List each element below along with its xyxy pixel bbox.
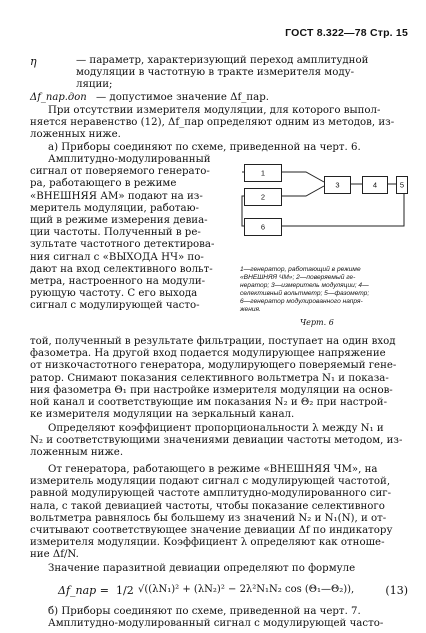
page-header: ГОСТ 8.322—78 Стр. 15 — [285, 27, 408, 39]
text-line: метра, настроенного на модули- — [30, 276, 206, 288]
diagram-box-label: 6 — [260, 222, 266, 232]
figure-label: Черт. 6 — [300, 318, 334, 327]
connector-line — [280, 186, 324, 196]
diagram-box-4 — [362, 176, 388, 194]
formula-13 — [58, 582, 408, 602]
text-line: дают на вход селективного вольт- — [30, 263, 213, 275]
definition-line: ляции; — [76, 79, 113, 91]
definition-line: модуляции в частотную в тракте измерителя моду- — [76, 67, 355, 79]
text-line: измерителя модуляции. Коэффициент λ определяют как отноше- — [30, 537, 385, 549]
diagram-box-label: 4 — [372, 180, 378, 190]
block-diagram — [238, 160, 408, 256]
diagram-box-label: 2 — [260, 192, 266, 202]
text-line: ратор. Снимают показания селективного вольтметра N₁ и показа- — [30, 372, 389, 384]
caption-line: селективный вольтметр; 5—фазометр; — [240, 290, 370, 297]
text-line: Амплитудно-модулированный — [48, 154, 211, 165]
text-line: ра, работающего в режиме — [30, 178, 177, 190]
text-line: Определяют коэффициент пропорциональности λ между N₁ и — [48, 423, 384, 434]
text-line: От генератора, работающего в режиме «ВНЕШНЯЯ ЧМ», на — [48, 464, 378, 475]
text-line: зультате частотного детектирова- — [30, 239, 215, 251]
text-line: той, полученный в результате фильтрации, поступает на один вход — [30, 336, 396, 347]
text-line: от низкочастотного генератора, модулирующего поверяемый гене- — [30, 360, 397, 372]
diagram-box-label: 3 — [335, 180, 340, 190]
caption-line: 6—генератор модулированного напря- — [240, 298, 363, 305]
formula-coef: 1/2 — [116, 584, 134, 597]
text-line: нала, с такой девиацией частоты, чтобы показание селективного — [30, 500, 385, 512]
caption-line: 1—генератор, работающий в режиме — [240, 266, 361, 273]
diagram-box-1 — [244, 164, 282, 182]
text-line: щий в режиме измерения девиа- — [30, 215, 208, 227]
text-line: ние Δf/N. — [30, 549, 79, 561]
definition-symbol-df: Δf_пар.доп — [30, 92, 87, 103]
definition-line: — параметр, характеризующий переход амплитудной — [76, 55, 369, 66]
text-line: сигнал с модулирующей часто- — [30, 300, 200, 312]
diagram-box-label: 5 — [399, 180, 405, 190]
text-line: При отсутствии измерителя модуляции, для которого выпол- — [48, 105, 381, 116]
diagram-box-2 — [244, 188, 282, 206]
figure-caption — [240, 266, 410, 314]
text-line: сигнал от поверяемого генерато- — [30, 166, 210, 178]
formula-intro: Значение паразитной девиации определяют по формуле — [48, 563, 356, 574]
left-column-text — [30, 154, 230, 313]
text-line: «ВНЕШНЯЯ АМ» подают на из- — [30, 190, 203, 202]
text-line: равной модулирующей частоте амплитудно-модулированного сиг- — [30, 488, 392, 500]
text-line: б) Приборы соединяют по схеме, приведенной на черт. 7. — [48, 606, 361, 617]
text-line: ке измерителя модуляции на зеркальный канал. — [30, 409, 295, 421]
connector-line — [280, 194, 404, 226]
text-line: ния фазометра Θ₁ при настройке измерителя модуляции на основ- — [30, 384, 393, 396]
text-line: меритель модуляции, работаю- — [30, 202, 199, 214]
text-line: считывают соответствующее значение девиации Δf по индикатору — [30, 525, 393, 537]
caption-line: нератор; 3—измеритель модуляции; 4— — [240, 282, 369, 289]
text-line: няется неравенство (12), Δf_пар определяют одним из методов, из- — [30, 117, 395, 129]
text-line: ной канал и соответствующие им показания N₂ и Θ₂ при настрой- — [30, 397, 388, 409]
text-line: ложенным ниже. — [30, 447, 124, 459]
item-b — [30, 606, 406, 630]
text-line: фазометра. На другой вход подается модулирующее напряжение — [30, 348, 386, 360]
formula-lhs: Δf_пар = — [58, 584, 109, 597]
formula-body: √((λN₁)² + (λN₂)² − 2λ²N₁N₂ cos (Θ₁—Θ₂)), — [138, 584, 355, 595]
paragraph-lambda — [30, 423, 406, 460]
text-line: вольтметра равнялось бы большему из значений N₂ и N₁(N), и от- — [30, 512, 387, 524]
paragraph-intro — [30, 105, 406, 142]
definition-df: — допустимое значение Δf_пар. — [96, 92, 269, 103]
text-line: рующую частоту. С его выхода — [30, 288, 198, 300]
caption-line: «ВНЕШНЯЯ ЧМ»; 2—поверяемый ге- — [240, 274, 356, 281]
diagram-box-6 — [244, 218, 282, 236]
formula-number: (13) — [385, 584, 408, 597]
definition-eta — [76, 55, 406, 92]
text-line: ции частоты. Полученный в ре- — [30, 227, 201, 239]
diagram-box-3 — [324, 176, 351, 194]
text-line: ния сигнал с «ВЫХОДА НЧ» по- — [30, 251, 204, 263]
text-line: измеритель модуляции подают сигнал с модулирующей частотой, — [30, 476, 391, 488]
caption-line: жения. — [240, 306, 261, 313]
connector-line — [280, 172, 324, 182]
text-line: ложенных ниже. — [30, 129, 121, 141]
paragraph-generator — [30, 464, 406, 562]
definition-symbol-eta: η — [30, 55, 37, 68]
paragraph-continuation — [30, 336, 406, 421]
item-a-title: а) Приборы соединяют по схеме, приведенной на черт. 6. — [48, 142, 361, 153]
text-line: N₂ и соответствующими значениями девиации частоты методом, из- — [30, 435, 403, 447]
diagram-box-5 — [396, 176, 408, 194]
text-line: Амплитудно-модулированный сигнал с модулирующей часто- — [48, 618, 384, 630]
diagram-box-label: 1 — [260, 168, 266, 178]
